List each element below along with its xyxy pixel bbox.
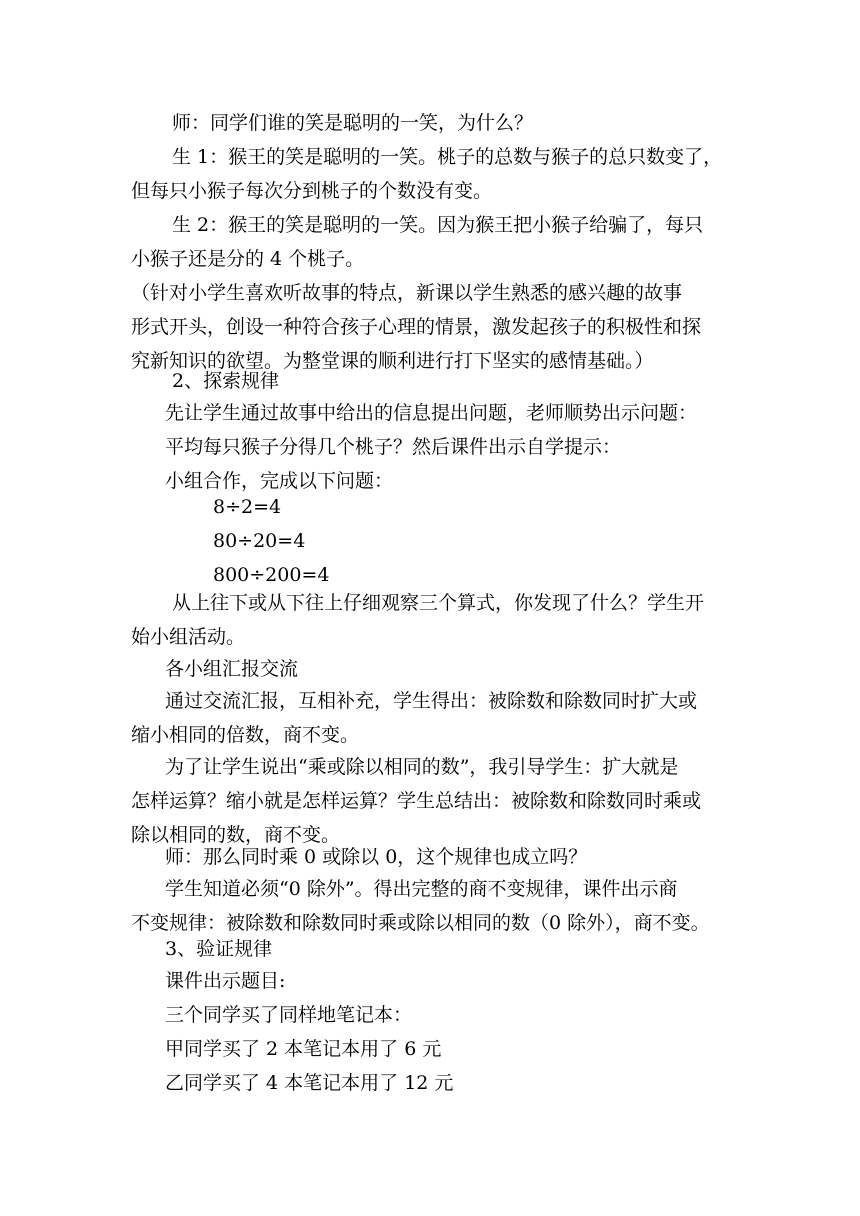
paragraph-student-1 <box>0 140 860 208</box>
paragraph-conclusion-1 <box>0 684 860 752</box>
text-line: 为了让学生说出“乘或除以相同的数”，我引导学生：扩大就是 <box>165 756 679 778</box>
paragraph-group-report <box>0 652 860 686</box>
text-line: 缩小相同的倍数，商不变。 <box>131 724 360 746</box>
paragraph-ask-question <box>0 396 860 498</box>
paragraph-teacher-zero <box>0 840 860 874</box>
text-line: 始小组活动。 <box>131 626 246 648</box>
paragraph-observe <box>0 586 860 654</box>
text-line: 形式开头，创设一种符合孩子心理的情景，激发起孩子的积极性和探 <box>131 316 702 338</box>
equation-line: 800÷200=4 <box>213 564 330 586</box>
equation-line: 80÷20=4 <box>213 530 306 552</box>
text-line: 乙同学买了 4 本笔记本用了 12 元 <box>165 1072 454 1094</box>
text-line: 不变规律：被除数和除数同时乘或除以相同的数（0 除外），商不变。 <box>131 912 710 934</box>
section-heading-verify-rule <box>0 932 860 966</box>
text-line: 生 2：猴王的笑是聪明的一笑。因为猴王把小猴子给骗了，每只 <box>172 214 704 236</box>
text-line: 怎样运算？缩小就是怎样运算？学生总结出：被除数和除数同时乘或 <box>131 790 702 812</box>
paragraph-zero-exception <box>0 872 860 940</box>
text-line: 生 1：猴王的笑是聪明的一笑。桃子的总数与猴子的总只数变了， <box>172 146 723 168</box>
text-line: 通过交流汇报，互相补充，学生得出：被除数和除数同时扩大或 <box>165 690 698 712</box>
text-line: 从上往下或从下往上仔细观察三个算式，你发现了什么？学生开 <box>172 592 705 614</box>
text-line: 究新知识的欲望。为整堂课的顺利进行打下坚实的感情基础。） <box>131 350 654 372</box>
text-line: 甲同学买了 2 本笔记本用了 6 元 <box>165 1038 442 1060</box>
text-line: （针对小学生喜欢听故事的特点，新课以学生熟悉的感兴趣的故事 <box>131 282 683 304</box>
text-line: 课件出示题目: <box>165 970 286 992</box>
text-line: 各小组汇报交流 <box>165 658 299 680</box>
text-line: 平均每只猴子分得几个桃子？然后课件出示自学提示： <box>165 436 622 458</box>
text-line: 但每只小猴子每次分到桃子的个数没有变。 <box>131 180 493 202</box>
text-line: 2、探索规律 <box>172 370 280 392</box>
paragraph-student-2 <box>0 208 860 276</box>
equation-list <box>0 490 860 592</box>
paragraph-design-note <box>0 276 860 378</box>
paragraph-exercise <box>0 964 860 1100</box>
text-line: 小组合作，完成以下问题： <box>165 470 394 492</box>
section-heading-explore-rule <box>0 364 860 398</box>
text-line: 三个同学买了同样地笔记本： <box>165 1004 413 1026</box>
text-line: 3、验证规律 <box>165 938 273 960</box>
text-line: 学生知道必须“0 除外”。得出完整的商不变规律，课件出示商 <box>165 878 678 900</box>
text-line: 师：同学们谁的笑是聪明的一笑，为什么？ <box>172 112 534 134</box>
text-line: 除以相同的数，商不变。 <box>131 824 341 846</box>
paragraph-conclusion-2 <box>0 750 860 852</box>
paragraph-teacher-question <box>0 106 860 140</box>
text-line: 师：那么同时乘 0 或除以 0，这个规律也成立吗？ <box>165 846 588 868</box>
text-line: 先让学生通过故事中给出的信息提出问题，老师顺势出示问题： <box>165 402 698 424</box>
text-line: 小猴子还是分的 4 个桃子。 <box>131 248 365 270</box>
equation-line: 8÷2=4 <box>213 496 282 518</box>
